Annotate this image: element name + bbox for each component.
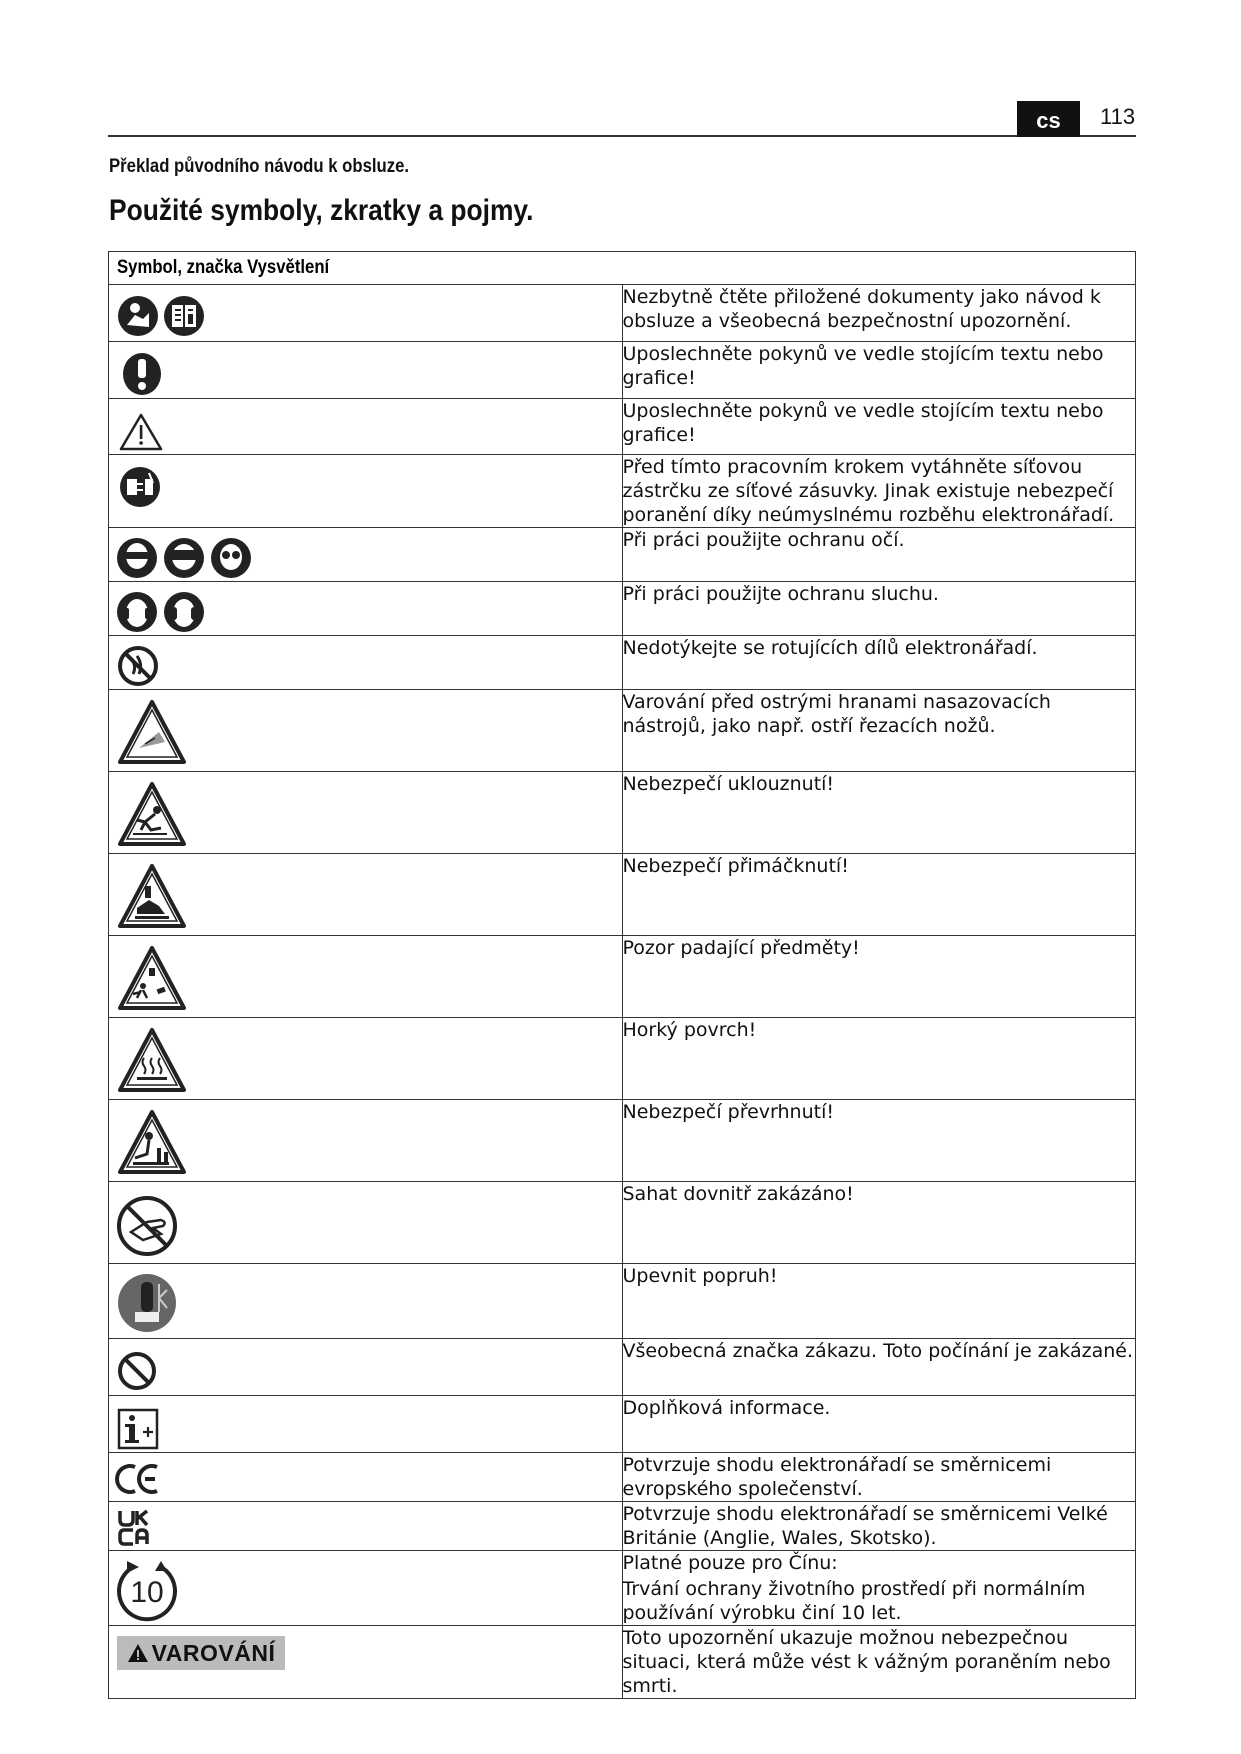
table-row xyxy=(109,854,1136,936)
symbol-cell xyxy=(109,1100,623,1182)
description-cell: Všeobecná značka zákazu. Toto počínání je zakázané. xyxy=(622,1339,1136,1396)
description-cell xyxy=(622,1551,1136,1626)
eye-protection-icon xyxy=(115,532,265,582)
table-row xyxy=(109,399,1136,455)
warning-triangle-icon xyxy=(115,403,175,455)
description-cell: Horký povrch! xyxy=(622,1018,1136,1100)
symbol-cell xyxy=(109,936,623,1018)
table-row xyxy=(109,455,1136,528)
table-row xyxy=(109,1182,1136,1264)
page-title: Použité symboly, zkratky a pojmy. xyxy=(109,194,534,227)
ear-protection-icon xyxy=(115,586,215,636)
sharp-edges-warning-icon xyxy=(115,694,195,770)
symbol-cell xyxy=(109,1264,623,1339)
ce-mark-icon xyxy=(115,1457,175,1499)
table-row xyxy=(109,936,1136,1018)
description-cell: Upevnit popruh! xyxy=(622,1264,1136,1339)
table-row xyxy=(109,690,1136,772)
table-row xyxy=(109,636,1136,690)
description-cell: Toto upozornění ukazuje možnou nebezpečnou situaci, která může vést k vážným poraněním nebo smrti. xyxy=(622,1626,1136,1699)
description-cell: Nezbytně čtěte přiložené dokumenty jako návod k obsluze a všeobecná bezpečnostní upozornění. xyxy=(622,285,1136,342)
table-row xyxy=(109,1396,1136,1453)
subtitle: Překlad původního návodu k obsluze. xyxy=(109,156,410,177)
slip-hazard-icon xyxy=(115,776,195,852)
description-cell: Nedotýkejte se rotujících dílů elektronářadí. xyxy=(622,636,1136,690)
symbol-cell xyxy=(109,1551,623,1626)
table-row xyxy=(109,1339,1136,1396)
table-row xyxy=(109,582,1136,636)
fasten-strap-icon xyxy=(115,1268,195,1338)
description-line: Trvání ochrany životního prostředí při normálním používání výrobku činí 10 let. xyxy=(622,1578,1086,1624)
table-header-row xyxy=(109,252,1136,285)
description-cell: Pozor padající předměty! xyxy=(622,936,1136,1018)
symbol-cell xyxy=(109,455,623,528)
table-header: Symbol, značka Vysvětlení xyxy=(109,252,1136,285)
unplug-icon xyxy=(115,459,175,511)
description-cell: Nebezpečí převrhnutí! xyxy=(622,1100,1136,1182)
symbol-cell xyxy=(109,1339,623,1396)
table-row xyxy=(109,1626,1136,1699)
description-cell: Sahat dovnitř zakázáno! xyxy=(622,1182,1136,1264)
description-cell: Varování před ostrými hranami nasazovacích nástrojů, jako např. ostří řezacích nožů. xyxy=(622,690,1136,772)
symbol-cell xyxy=(109,1453,623,1502)
warning-triangle-icon xyxy=(127,1643,149,1663)
description-cell: Před tímto pracovním krokem vytáhněte síťovou zástrčku ze síťové zásuvky. Jinak existuje nebezpečí poranění díky neúmyslnému rozběhu elektronářadí. xyxy=(622,455,1136,528)
description-cell: Doplňková informace. xyxy=(622,1396,1136,1453)
table-row xyxy=(109,1100,1136,1182)
tip-over-hazard-icon xyxy=(115,1104,195,1180)
symbol-cell xyxy=(109,399,623,455)
symbol-cell xyxy=(109,528,623,582)
symbol-cell xyxy=(109,582,623,636)
china-10-years-icon xyxy=(115,1555,195,1625)
symbol-cell xyxy=(109,1396,623,1453)
table-row xyxy=(109,1264,1136,1339)
ukca-mark-icon xyxy=(115,1506,175,1550)
read-manual-icon xyxy=(115,289,235,341)
symbols-table xyxy=(108,251,1136,1699)
table-row xyxy=(109,1018,1136,1100)
symbol-cell xyxy=(109,285,623,342)
symbol-cell xyxy=(109,690,623,772)
symbol-cell xyxy=(109,1502,623,1551)
symbol-cell xyxy=(109,1182,623,1264)
hot-surface-icon xyxy=(115,1022,195,1098)
varovani-label: VAROVÁNÍ xyxy=(151,1639,276,1666)
description-cell: Při práci použijte ochranu očí. xyxy=(622,528,1136,582)
description-line: Platné pouze pro Čínu: xyxy=(622,1552,838,1574)
varovani-badge xyxy=(117,1636,285,1670)
symbol-cell xyxy=(109,854,623,936)
crush-hazard-icon xyxy=(115,858,195,934)
china-years-badge: 10 xyxy=(130,1576,164,1609)
page-number: 113 xyxy=(1100,104,1136,129)
table-row xyxy=(109,1502,1136,1551)
description-cell: Při práci použijte ochranu sluchu. xyxy=(622,582,1136,636)
description-cell: Nebezpečí přimáčknutí! xyxy=(622,854,1136,936)
no-touch-rotating-parts-icon xyxy=(115,640,175,690)
symbol-cell xyxy=(109,1018,623,1100)
table-row xyxy=(109,1551,1136,1626)
table-row xyxy=(109,342,1136,399)
description-cell: Nebezpečí uklouznutí! xyxy=(622,772,1136,854)
table-row xyxy=(109,528,1136,582)
symbol-cell xyxy=(109,636,623,690)
symbol-cell xyxy=(109,772,623,854)
table-row xyxy=(109,772,1136,854)
info-icon xyxy=(115,1400,175,1452)
description-cell: Uposlechněte pokynů ve vedle stojícím textu nebo grafice! xyxy=(622,342,1136,399)
symbol-cell xyxy=(109,342,623,399)
symbol-cell xyxy=(109,1626,623,1699)
language-tab: cs xyxy=(1017,101,1080,137)
prohibition-icon xyxy=(115,1343,175,1395)
header-rule xyxy=(108,135,1136,137)
description-cell: Uposlechněte pokynů ve vedle stojícím textu nebo grafice! xyxy=(622,399,1136,455)
mandatory-instruction-icon xyxy=(115,346,175,398)
description-cell: Potvrzuje shodu elektronářadí se směrnicemi evropského společenství. xyxy=(622,1453,1136,1502)
table-row xyxy=(109,1453,1136,1502)
falling-objects-icon xyxy=(115,940,195,1016)
description-cell: Potvrzuje shodu elektronářadí se směrnicemi Velké Británie (Anglie, Wales, Skotsko). xyxy=(622,1502,1136,1551)
no-reaching-in-icon xyxy=(115,1186,195,1262)
table-row xyxy=(109,285,1136,342)
